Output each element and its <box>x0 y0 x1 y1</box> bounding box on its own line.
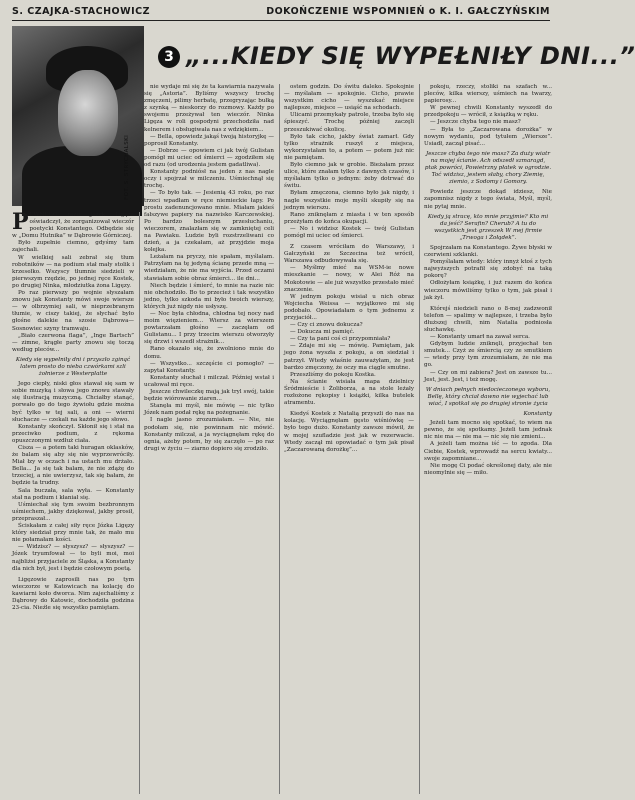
col4-paragraph-14: A jeżeli tam można iść — to zgoda. Dla Ciebie, Kostek, wprowadź na sercu kwiaty... swoje zapomniane... <box>424 441 552 462</box>
col2-paragraph-14: I nagle jasno zrozumiałam. — Nie, nie podołam się, nie powinnam nic mówić. Konstanty milczał, a ja wyciągnęłam rękę do ognia, ażeby potem, by się zaczęło — po raz drugi w życiu — ziarno dopiero się zrodziło. <box>144 417 274 452</box>
col3-paragraph-17: Kiedyś Kostek z Natalią przyszli do nas na kolację. Wyciągnęłam gęsto wiśniówkę — było tego dużo. Konstanty zawsze mówił, że w mojej szufladzie jest jak w rezerwacie. Wtedy zaczął mi opowiadać o tym jak pisał „Zaczarowaną dorożkę”... <box>284 411 414 453</box>
col1-paragraph-10: Uśmiechał się tym swoim bezbronnym uśmiechem, jakby dziękował, jakby prosił, przepraszał... <box>12 501 134 522</box>
col4-paragraph-5: Powiedz jeszcze dokąd idziesz, Nie zapomnisz nigdy z tego świata, Myśl, myśl, nie pytaj mnie. <box>424 189 552 210</box>
col1-poem: Kiedy się wypełniły dni i przyszło zginąć latem prosto do nieba czwórkami szli żołnierze z Westerplatte <box>15 356 131 378</box>
col4-paragraph-13: Jeżeli tam mocno się spotkać, to wiem na pewno, że się spotkamy. Jeżeli tam jednak nic nie ma — nie ma — nic się nie zmieni... <box>424 420 552 441</box>
col1-paragraph-8: Cisza — a potem taki huragan oklasków, że balam się aby się nie wyprzewróciły. Miał łzy w oczach i na ustach mu drżało. Bella... Ja się tak balam, że nie zdążę do trzeciej, a nie uwierzysz, tak się bałam, że będzie ta trudny. <box>12 445 134 487</box>
photo-credit: FOT. S. STRYCHALSKI <box>124 134 130 200</box>
col3-paragraph-13: — Czy ta pani coś ci przypomniała? <box>290 336 391 343</box>
col3-paragraph-9: — Myślmy mieć na WSM-ie nowe mieszkanie — nowy, w Alei Róż na Mokotowie — ale już wszystko przestało mieć znaczenie. <box>284 265 414 293</box>
col3-paragraph-1: ostem godzin. Do świtu daleko. Spokojnie — myślałam — spokojnie. Cicho, prawie wszystkim cicho — wyszukać miejsce najlepsze, miejsce — usiąść na schodach. <box>284 84 414 112</box>
col3-paragraph-15: Przeszliśmy do pokoju Kostka. <box>290 371 376 378</box>
col3-paragraph-3: Było tak cicho, jakby świat zamarł. Gdy tylko strażnik ruszył z miejsca, wykorzystałam to, a potem — potem już nic nie pamiętam. <box>284 133 414 161</box>
col4-paragraph-9: Którejś niedzieli rano o 8-mej zadzwonił telefon — spalimy w najlepsze, i trzeba było dłuższej chwili, nim Natalia podniosła słuchawkę. <box>424 305 552 333</box>
col2-paragraph-12: Jeszcze chwileczkę mają jak tryl swój, takie będzie wiórowanie ziaren... <box>144 389 274 403</box>
col2-paragraph-9: Rano okazało się, że zwolniono mnie do domu. <box>144 346 274 360</box>
chapter-number: 3 <box>158 46 180 68</box>
col4-paragraph-1: pokoju, rzeczy, stoliki na szafach w... pleców, kilka wierszy, uśmiech na twarzy, papierosy... <box>424 84 552 105</box>
col2-paragraph-6: Leżałam na pryczy, nie spałam, myślałam. Patrzyłam na tę jedyną ścianę przede mną — wiedziałam, że nie ma wyjścia. Przed oczami stawiałam sobie obraz śmierci... ile dni... <box>144 254 274 282</box>
col4-paragraph-8: Odłożyłam książkę, i już razem do końca wieczoru mówiliśmy tylko o tym, jak pisał i jak żył. <box>424 280 552 301</box>
column-rule-1 <box>139 212 140 794</box>
column-1 <box>12 209 134 794</box>
col1-paragraph-2: Było zupełnie ciemno, gdyśmy tam zajechali. <box>12 240 134 254</box>
col4-paragraph-3: — Jeszcze chyba tego nie masz? <box>430 119 521 126</box>
column-3 <box>284 84 414 794</box>
col4-paragraph-2: W pewnej chwili Konstanty wyszedł do przedpokoju — wrócił, z książką w ręku. <box>424 105 552 119</box>
col1-paragraph-13: Ligęzowie zaprosili nas po tym wieczorze w Katowicach na kolację do kawiarni koło dworca. Nim zajechaliśmy z Dąbrowy do Katowic, dochodziła godzina 23-cia. Nieźle się wszystko pamiętam. <box>12 576 134 612</box>
col2-paragraph-8: — Noc była chłodna, chłodna tej nocy nad moim więzieniem... Wiersz za wierszem powtarzałam głośno — zaczęłam od Gulistanu... I przy trzecim wierszu otworzyły się drzwi i wszedł strażnik... <box>144 311 274 346</box>
col4-poem-2: Kiedy ją stracę, kto mnie przyjmie? Kto mi da jeść? Serafin? Cherub? A tu do wszystkich jest grzeszek W mej firmie „Trwoga i Żołądek”. <box>427 213 549 241</box>
col3-paragraph-8: Z czasem wróciłam do Warszawy, i Gałczyński ze Szczecina też wrócił, Warszawa odbudowywała się. <box>284 244 414 265</box>
col4-signature: Konstanty <box>523 411 552 418</box>
header-author: S. CZAJKA-STACHOWICZ <box>12 6 150 17</box>
col4-poem-3: W dniach pełnych niedocieczonego wyboru, Bellę, który chciał dawno nie wyjechać lub wiać, I spotkał się po drugiej stronie życia <box>425 386 551 407</box>
col1-paragraph-7: Konstanty skończył. Skłonił się i stał na przeciwko podium, z rękoma opuszczonymi wzdłuż ciała. <box>12 423 134 444</box>
col3-paragraph-2: Ulicami przemykały patrole, trzeba było się śpieszyć. Trochę później zaczęli przeszukiwać okolicę. <box>284 112 414 133</box>
photo-face <box>58 70 118 156</box>
col3-paragraph-14: — Zdaje mi się — mówię. Pamiętam, jak jego żona wyszła z pokoju, a on siedział i patrzył. Wtedy właśnie zauważyłam, że jest bardzo zmęczony, że oczy ma ciągle smutne. <box>284 343 414 371</box>
col4-poem-1: Jeszcze chyba tego nie masz? Za duży wiatr na mojej ścianie. Ach odszedł szmaragd, ptak powróci, Powietrzny płatek w ogrodzie. Toć widzisz, jestem słaby, chory Ziemię, ziemio, z Sodomy i Gomory. <box>424 150 552 186</box>
drop-cap: P <box>12 209 29 235</box>
col3-paragraph-16: Na ścianie wisiała mapa dzielnicy Śródmieście i Żoliborza, a na stole leżały rozłożone rękopisy i książki, kilka butelek atramentu. <box>284 378 414 407</box>
col1-paragraph-9: Sala buczała, sala wyła. — Konstanty stał na podium i kłaniał się. <box>12 487 134 501</box>
col4-paragraph-15: Nie mogę Ci podać określonej daty, ale nie nieomylnie się — miło. <box>424 462 552 476</box>
col2-paragraph-1: nie wydaje mi się że ta kawiarnia nazywała się „Astoria”. Byliśmy wszyscy trochę zmęczeni, pilimy herbatę, przegryzając bułką z szynką — nieskorzy do rozmowy. Każdy po swojemu przeżywał ten wieczór. Ninka Ligęza w roli gospodyni przechodziła nad kelnerem i obsługiwała nas z wdziękiem... <box>144 84 274 133</box>
col2-paragraph-7: Niech będzie i śmierć, to mnie na razie nic nie obchodziło. Bo to przecież i tak wszystko jedno, tylko szkoda mi było twoich wierszy, których już nigdy nie usłyszę. <box>144 282 274 310</box>
col4-paragraph-4: — Była to „Zaczarowana dorożka” w nowym wydaniu, pod tytułem „Wiersze”. Usiadł, zaczął pisać... <box>424 126 552 147</box>
col4-paragraph-11: Gdybym ludzie zniknęli, przyjechał ten smutek... Czyż ze śmiercią czy ze smutkiem — wtedy przy tym zrozumiałam, że nie ma go. <box>424 341 552 369</box>
col3-paragraph-11: — Czy ci znowu dokucza? <box>290 322 363 329</box>
col4-paragraph-10: — Konstanty umarł na zawał serca. <box>430 334 530 341</box>
col3-paragraph-5: Byłam zmęczona, ciemno było jak nigdy, i nagle wszystkie moje myśli skupiły się na jednym wierszu. <box>284 190 414 211</box>
col2-paragraph-2: — Bella, opowiedz jakąś twoją historyjkę — poprosił Konstanty. <box>144 133 274 147</box>
page-header <box>12 4 550 21</box>
col2-paragraph-4: Konstanty podniósł na jeden z nas nagle oczy i spojrzał w milczeniu. Uśmiechnął się trochę. <box>144 169 274 190</box>
col2-paragraph-10: — Wszystko... szczęście ci pomogło? — zapytał Konstanty. <box>144 360 274 374</box>
column-2 <box>144 84 274 794</box>
col2-paragraph-13: Stanęła mi myśl, nie mówię — nic tylko Józek nam podał rękę na pożegnanie. <box>144 403 274 417</box>
col3-paragraph-12: — Dokucza mi pamięć. <box>290 329 355 336</box>
col2-paragraph-5: — To było tak. — Jesienią 43 roku, po raz trzeci wpadłam w ręce niemieckie łapy. Po prostu zadenuncjowano mnie. Miałam jakieś fałszywe papiery na nazwisko Karczewskiej. Po bardzo bolesnym przesłuchaniu, wieczorem, znalazłam się w zamkniętej celi na Pawiaku. Ludzie byli rozstrzeliwani co dzień, a ja czekałam, aż przyjdzie moja kolejka. <box>144 190 274 254</box>
col2-paragraph-3: — Dobrze — opowiem ci jak twój Gulistan pomógł mi uciec od śmierci — zgodziłem się od razu (od urodzenia jestem gadatliwa). <box>144 147 274 169</box>
column-rule-2 <box>279 84 280 794</box>
col1-paragraph-3: W wielkiej sali zebrał się tłum robotników — na podium stał mały stolik i krzesełko. Wszyscy tłumnie siedzieli w pierwszym rzędzie, po jednej ręce Kostek, po drugiej Ninka, młodziutka żona Ligęzy. <box>12 254 134 289</box>
header-series: DOKOŃCZENIE WSPOMNIEŃ o K. I. GAŁCZYŃSKIM <box>266 6 550 17</box>
column-rule-3 <box>419 84 420 794</box>
col1-paragraph-6: Jego ciepły, niski głos stawał się sam w sobie muzyką i słowa jego znowu stawały się ilustracją muzyczną. Chciałby stanąć, porwało go do tego żywiołu gdzie można być tylko w tej sali, a oni — wierni słuchacze — czekali na każde jego słowo. <box>12 381 134 423</box>
col4-paragraph-6: Spojrzałam na Konstantego. Żywe błyski w czerwieni szklanki. <box>424 244 552 259</box>
col3-paragraph-6: Rano zniknęłam z miasta i w ten sposób przeżyłam do końca okupacji. <box>284 211 414 225</box>
col1-paragraph-1: EWNEGO razu Józek Ligęza oświadczył, że zorganizował wieczór poetycki Konstantego. Odbędzie się w „Domu Hutnika” w Dąbrowie Górniczej. <box>12 212 134 240</box>
article-title: „...KIEDY SIĘ WYPEŁNIŁY DNI...” <box>186 42 635 70</box>
col2-paragraph-11: Konstanty słuchał i milczał. Później wstał i ucałował mi ręce. <box>144 374 274 388</box>
col4-paragraph-12: — Czy on mi zabiera? Jest on zawsze tu... Jest, jest. Jest, i też mogę. <box>424 369 552 383</box>
col3-paragraph-4: Było ciemno jak w grobie. Bieżałam przez ulice, które znałam tylko z dawnych czasów, i myślałam tylko o jednym: żeby dotrwać do świtu. <box>284 162 414 190</box>
column-4 <box>424 84 552 794</box>
col1-paragraph-4: Po raz pierwszy po wojnie słyszałam znowu jak Konstanty mówi swoje wiersze — w olbrzymiej sali, w nieprzebranym tłumie, w ciszy takiej, że słychać było głośne dalekie na szosie Dąbrowa—Sosnowiec szyny tramwaju. <box>12 290 134 332</box>
col4-paragraph-7: Pomyślałam wtedy: który innyż ktoś z tych najwyższych potrafił się zdobyć na taką pokorę? <box>424 259 552 280</box>
col1-paragraph-11: Ściskałam z całej siły ręce Józka Ligęzy który siedział przy mnie tak, że mało mu nie połamałam kości. <box>12 523 134 544</box>
col3-paragraph-10: W jednym pokoju wisiał u nich obraz Wojciecha Weissa — wyjątkowo mi się podobało. Opowiadałam o tym jednemu z przyjaciół... <box>284 293 414 321</box>
col1-paragraph-12: — Widzisz? — słyszysz? — słyszysz? — Józek tryumfował — to byli moi, moi najbliżsi przyjaciele ze Śląska, a Konstanty dla nich był, jest i będzie czołowym poetą. <box>12 544 134 572</box>
col3-paragraph-7: — No i widzisz Kostek — twój Gulistan pomógł mi uciec od śmierci. <box>284 225 414 239</box>
col1-paragraph-5: „Biało czerwona flaga”, „Inge Bartsch” — zimne, krągłe party znowu się toczą według pleców... <box>12 332 134 353</box>
